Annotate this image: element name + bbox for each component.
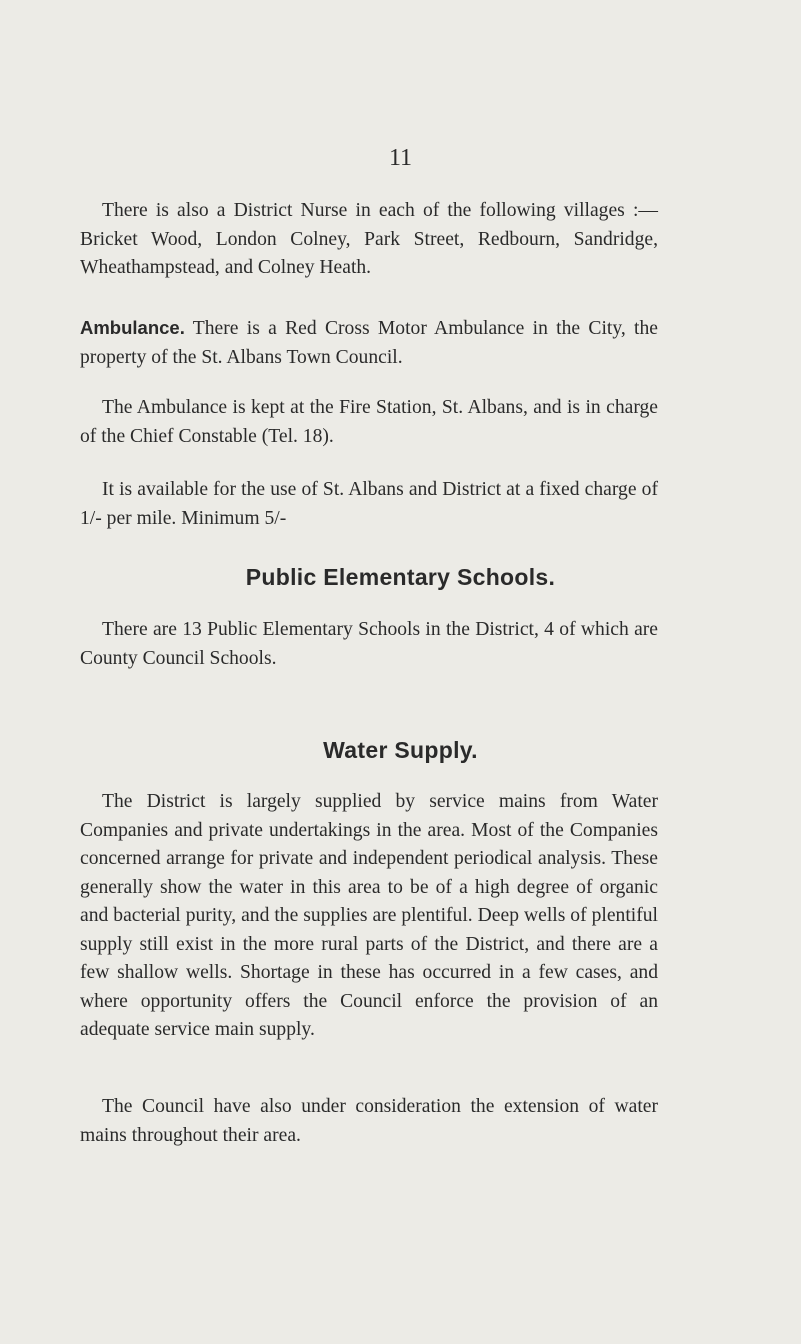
ambulance-kept-paragraph: The Ambulance is kept at the Fire Station, St. Albans, and is in charge of the Chief Constable (Tel. 18).: [80, 397, 658, 447]
water-paragraph-2: The Council have also under consideration the extension of water mains throughout their area.: [80, 1096, 658, 1146]
schools-paragraph: There are 13 Public Elementary Schools in the District, 4 of which are County Council Schools.: [80, 619, 658, 669]
ambulance-heading: Ambulance.: [80, 317, 185, 338]
schools-heading: Public Elementary Schools.: [245, 564, 556, 590]
nurse-paragraph: There is also a District Nurse in each of the following villages :—Bricket Wood, London Colney, Park Street, Redbourn, Sandridge, Wheathampstead, and Colney Heath.: [80, 200, 658, 278]
ambulance-intro-text: There is a Red Cross Motor Ambulance in the City, the property of the St. Albans Town Council.: [80, 318, 658, 368]
ambulance-available-paragraph: It is available for the use of St. Albans and District at a fixed charge of 1/- per mile. Minimum 5/-: [80, 479, 658, 529]
ambulance-intro-paragraph: [80, 314, 658, 372]
water-supply-heading: Water Supply.: [323, 737, 478, 763]
water-paragraph-1: The District is largely supplied by service mains from Water Companies and private undertakings in the area. Most of the Companies concerned arrange for private and independent periodical analysis. These generally show the water in this area to be of a high degree of organic and bacterial purity, and the supplies are plentiful. Deep wells of plentiful supply still exist in the more rural parts of the District, and there are a few shallow wells. Shortage in these has occurred in a few cases, and where opportunity offers the Council enforce the provision of an adequate service main supply.: [80, 791, 658, 1040]
page-number: 11: [388, 145, 413, 171]
